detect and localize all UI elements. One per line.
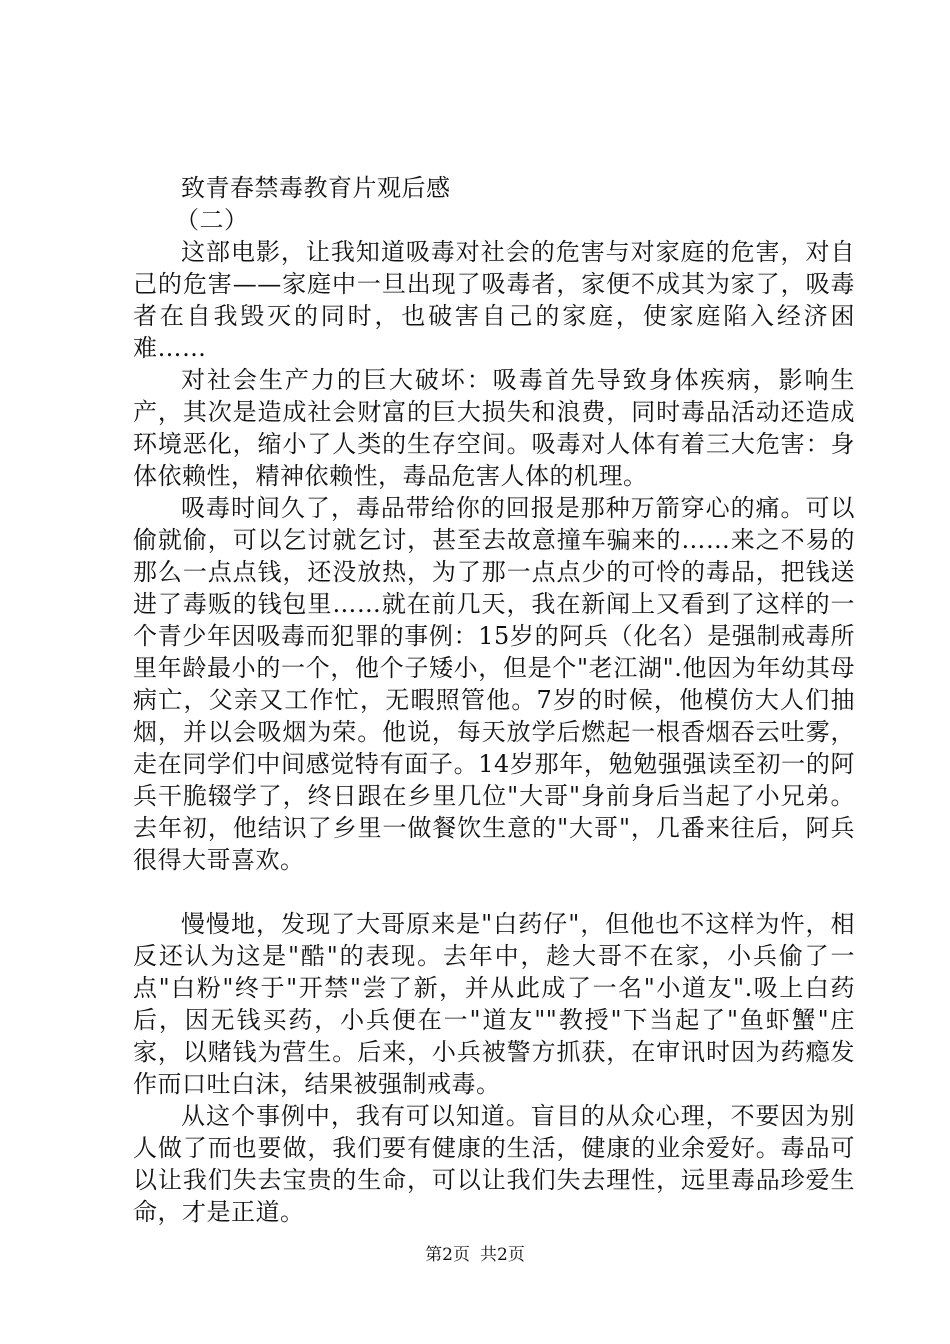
page-footer	[0, 1244, 950, 1266]
page-number-total: 共2页	[480, 1245, 525, 1265]
page-number-current: 第2页	[425, 1245, 470, 1265]
paragraph-1: 这部电影，让我知道吸毒对社会的危害与对家庭的危害，对自己的危害——家庭中一旦出现了吸毒者，家便不成其为家了，吸毒者在自我毁灭的同时，也破害自己的家庭，使家庭陷入经济困难……	[133, 238, 855, 362]
paragraph-5: 从这个事例中，我有可以知道。盲目的从众心理，不要因为别人做了而也要做，我们要有健康的生活，健康的业余爱好。毒品可以让我们失去宝贵的生命，可以让我们失去理性，远里毒品珍爱生命，才是正道。	[133, 1102, 855, 1226]
paragraph-3: 吸毒时间久了，毒品带给你的回报是那种万箭穿心的痛。可以偷就偷，可以乞讨就乞讨，甚至去故意撞车骗来的……来之不易的那么一点点钱，还没放热，为了那一点点少的可怜的毒品，把钱送进了毒贩的钱包里……就在前几天，我在新闻上又看到了这样的一个青少年因吸毒而犯罪的事例：15岁的阿兵（化名）是强制戒毒所里年龄最小的一个，他个子矮小，但是个"老江湖".他因为年幼其母病亡，父亲又工作忙，无暇照管他。7岁的时候，他模仿大人们抽烟，并以会吸烟为荣。他说，每天放学后燃起一根香烟吞云吐雾，走在同学们中间感觉特有面子。14岁那年，勉勉强强读至初一的阿兵干脆辍学了，终日跟在乡里几位"大哥"身前身后当起了小兄弟。去年初，他结识了乡里一做餐饮生意的"大哥"，几番来往后，阿兵很得大哥喜欢。	[133, 494, 855, 874]
paragraph-2: 对社会生产力的巨大破坏：吸毒首先导致身体疾病，影响生产，其次是造成社会财富的巨大损失和浪费，同时毒品活动还造成环境恶化，缩小了人类的生存空间。吸毒对人体有着三大危害：身体依赖性，精神依赖性，毒品危害人体的机理。	[133, 366, 855, 490]
document-title: 致青春禁毒教育片观后感	[181, 174, 451, 202]
document-subtitle: （二）	[175, 206, 249, 234]
paragraph-4: 慢慢地，发现了大哥原来是"白药仔"，但他也不这样为忤，相反还认为这是"酷"的表现。去年中，趁大哥不在家，小兵偷了一点"白粉"终于"开禁"尝了新，并从此成了一名"小道友".吸上白药后，因无钱买药，小兵便在一"道友""教授"下当起了"鱼虾蟹"庄家，以赌钱为营生。后来，小兵被警方抓获，在审讯时因为药瘾发作而口吐白沫，结果被强制戒毒。	[133, 910, 855, 1098]
document-body	[133, 172, 855, 1228]
